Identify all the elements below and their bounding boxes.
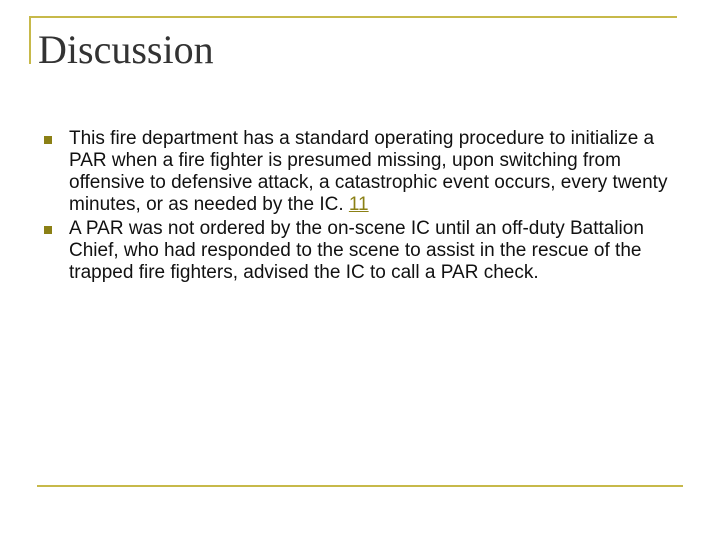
- bullet-item-1: [44, 128, 674, 216]
- bullet-text-2: A PAR was not ordered by the on-scene IC until an off-duty Battalion Chief, who had responded to the scene to assist in the rescue of the trapped fire fighters, advised the IC to call a PAR check.: [69, 218, 644, 283]
- bullet-list: [44, 128, 674, 286]
- slide-title: Discussion: [38, 27, 214, 72]
- slide-frame-left-rule: [29, 16, 31, 64]
- slide-frame-top-rule: [29, 16, 677, 18]
- square-bullet-icon: [44, 226, 52, 234]
- bullet-text-1: [69, 128, 669, 216]
- square-bullet-icon: [44, 136, 52, 144]
- reference-link-11[interactable]: 11: [348, 194, 369, 215]
- bullet-text-1-body: This fire department has a standard operating procedure to initialize a PAR when a fire fighter is presumed missing, upon switching from offensive to defensive attack, a catastrophic event occurs, every twenty minutes, or as needed by the IC.: [69, 128, 668, 215]
- bullet-item-2: [44, 218, 674, 284]
- slide-frame-bottom-rule: [37, 485, 683, 487]
